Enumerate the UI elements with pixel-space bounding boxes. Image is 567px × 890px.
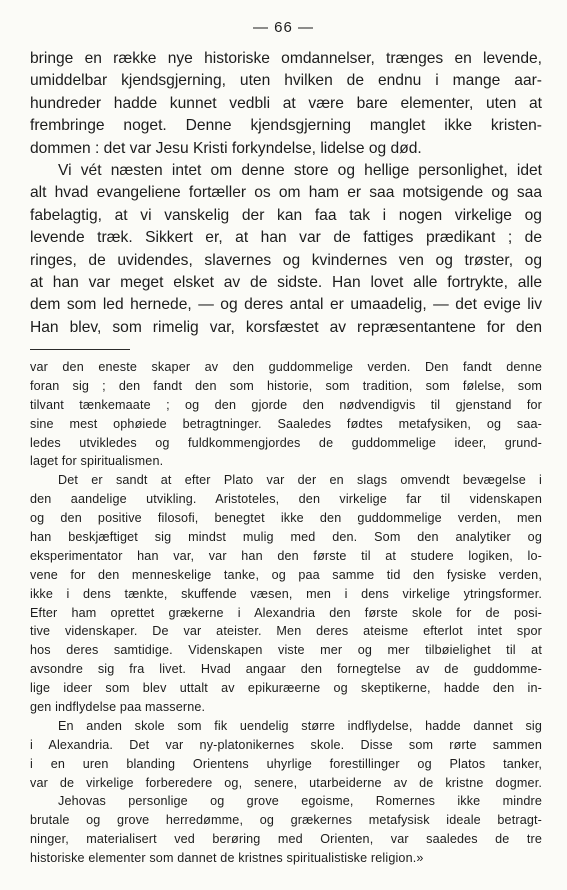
text-line: Han blev, som rimelig var, korsfæstet av repræsentantene for den	[30, 318, 542, 336]
page-number: — 66 —	[252, 19, 315, 36]
footnote-text	[30, 358, 542, 868]
footnote-line: han beskjæftiget sig mindst mulig med den. Som den analytiker og	[30, 530, 542, 545]
footnote-line: ikke i dens tænkte, skuffende væsen, men i dens virkelige ytringsformer.	[30, 586, 542, 601]
text-line: bringe en række nye historiske omdannelser, trænges en levende,	[30, 50, 542, 67]
footnote-line: eksperimentator han var, var han den første til at studere logiken, lo-	[30, 548, 542, 563]
text-line: Vi vét næsten intet om denne store og hellige personlighet, idet	[58, 161, 542, 179]
text-line: umiddelbar kjendsgjerning, uten hvilken de endnu i mange aar-	[30, 72, 542, 90]
footnote-line: tive videnskaper. De var ateister. Men deres ateisme efterlot intet spor	[30, 624, 542, 639]
footnote-line: og den positive filosofi, benegtet ikke den guddommelige verden, men	[30, 511, 542, 526]
footnote-line: vene for den menneskelige tanke, og paa samme tid den fysiske verden,	[30, 567, 542, 582]
text-line: levende træk. Sikkert er, at han var de fattiges prædikant ; de	[30, 229, 542, 247]
footnote-divider	[30, 349, 130, 350]
footnote-line: brutale og grove herredømme, og grækernes metafysisk ideale betragt-	[30, 813, 542, 828]
footnote-line: Efter ham oprettet grækerne i Alexandria den første skole for de posi-	[30, 605, 542, 620]
footnote-line: sine mest ophøiede betragtninger. Saaledes fødtes metafysiken, og saa-	[30, 416, 542, 431]
text-line: fabelagtig, at vi vanskelig der kan faa tak i nogen virkelige og	[30, 206, 542, 224]
footnote-line: historiske elementer som dannet de kristnes spiritualistiske religion.»	[30, 851, 424, 866]
footnote-line: ledes utvikledes og fuldkommengjordes de guddommelige ideer, grund-	[30, 435, 542, 450]
footnote-line: i en uren blanding Orientens uhyrlige forestillinger og Platos tanker,	[30, 756, 542, 771]
footnote-line: Det er sandt at efter Plato var der en slags omvendt bevægelse i	[58, 473, 542, 488]
footnote-line: laget for spiritualismen.	[30, 454, 164, 469]
text-line: at han var meget elsket av de sidste. Han lovet alle fortrykte, alle	[30, 273, 542, 291]
footnote-line: ninger, materialisert ved berøring med Orienten, var saaledes de tre	[30, 832, 542, 847]
footnote-line: den aandelige utvikling. Aristoteles, den virkelige far til videnskapen	[30, 492, 542, 507]
text-line: dommen : det var Jesu Kristi forkyndelse, lidelse og død.	[30, 139, 422, 157]
main-text	[30, 48, 542, 339]
text-line: frembringe noget. Denne kjendsgjerning manglet ikke kristen-	[30, 117, 542, 135]
footnote-line: var den eneste skaper av den guddommelige verden. Den fandt denne	[30, 360, 542, 374]
footnote-line: avsondre sig fra livet. Hvad angaar den fornegtelse av de guddomme-	[30, 662, 542, 677]
footnote-line: Jehovas personlige og grove egoisme, Romernes ikke mindre	[58, 794, 542, 809]
footnote-line: En anden skole som fik uendelig større indflydelse, hadde dannet sig	[58, 718, 542, 733]
footnote-line: hos deres samtidige. Videnskapen viste mer og mer tilbøielighet til at	[30, 643, 542, 658]
text-line: ringes, de uvidendes, slavernes og kvindernes ven og trøster, og	[30, 251, 542, 269]
footnote-line: i Alexandria. Det var ny-platonikernes skole. Disse som rørte sammen	[30, 737, 542, 752]
footnote-line: lige ideer som blev uttalt av epikuræerne og skeptikerne, hadde den in-	[30, 681, 542, 696]
text-line: dem som led hernede, — og deres antal er umaadelig, — det evige liv	[30, 296, 542, 314]
text-line: hundreder hadde kunnet vedbli at være bare elementer, uten at	[30, 94, 542, 112]
footnote-line: tilvant tænkemaate ; og den gjorde den nødvendigvis til gjenstand for	[30, 397, 542, 412]
footnote-line: foran sig ; den fandt den som historie, som tradition, som følelse, som	[30, 378, 542, 393]
text-line: alt hvad evangeliene fortæller os om ham er saa motsigende og saa	[30, 184, 542, 202]
footnote-line: gen indflydelse paa masserne.	[30, 700, 206, 715]
footnote-line: var de virkelige forberedere og, senere, utarbeiderne av de kristne dogmer.	[30, 775, 542, 790]
